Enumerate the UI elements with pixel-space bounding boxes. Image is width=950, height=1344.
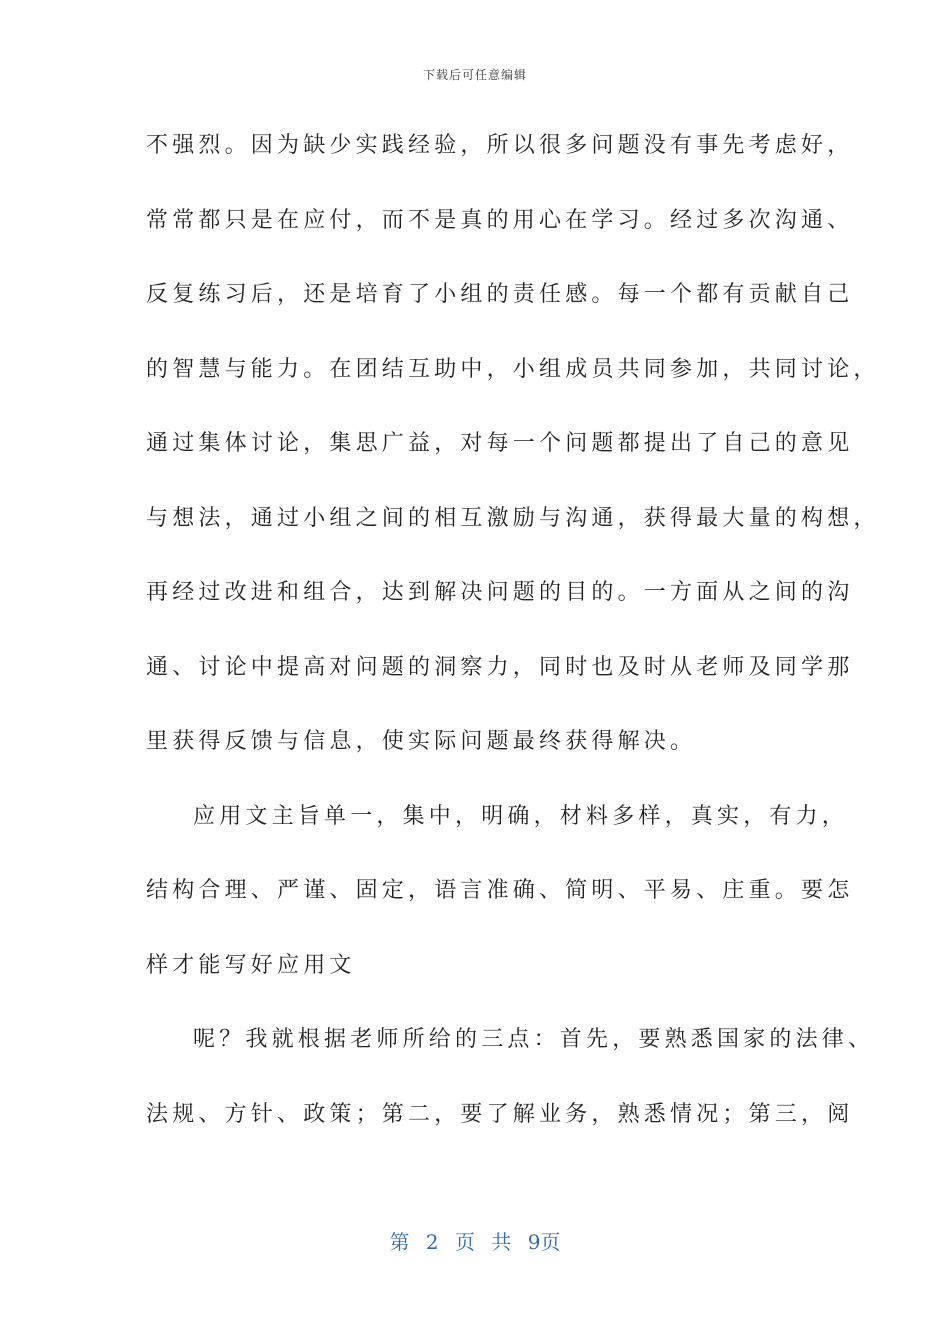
body-line: 与想法，通过小组之间的相互激励与沟通，获得最大量的构想， [146,505,880,531]
body-line: 里获得反馈与信息，使实际问题最终获得解决。 [146,729,697,754]
body-line: 通、讨论中提高对问题的洞察力，同时也及时从老师及同学那 [146,654,854,680]
body-line: 通过集体讨论，集思广益，对每一个问题都提出了自己的意见 [146,431,854,456]
footer-ye: 页 [455,1230,475,1254]
body-line: 结构合理、严谨、固定，语言准确、简明、平易、庄重。要怎 [146,878,854,903]
body-line: 的智慧与能力。在团结互助中，小组成员共同参加，共同讨论， [146,356,880,382]
body-line: 法规、方针、政策；第二，要了解业务，熟悉情况；第三，阅 [146,1101,854,1127]
body-line: 不强烈。因为缺少实践经验，所以很多问题没有事先考虑好， [146,133,854,158]
page-footer [0,1226,950,1255]
body-line: 样才能写好应用文 [146,952,356,978]
body-line: 再经过改进和组合，达到解决问题的目的。一方面从之间的沟 [146,580,854,605]
footer-page-current: 2 [425,1230,439,1254]
footer-gong: 共 [491,1230,512,1254]
page-header-note: 下载后可任意编辑 [422,68,527,82]
paragraph-first-line: 应用文主旨单一，集中，明确，材料多样，真实，有力， [193,803,849,829]
body-line: 常常都只是在应付，而不是真的用心在学习。经过多次沟通、 [146,207,854,233]
footer-di: 第 [389,1230,410,1254]
document-body [146,124,880,1167]
footer-page-total: 9页 [527,1230,561,1254]
body-line: 反复练习后，还是培育了小组的责任感。每一个都有贡献自己 [146,282,854,307]
paragraph-first-line: 呢？我就根据老师所给的三点：首先，要熟悉国家的法律、 [193,1027,875,1052]
